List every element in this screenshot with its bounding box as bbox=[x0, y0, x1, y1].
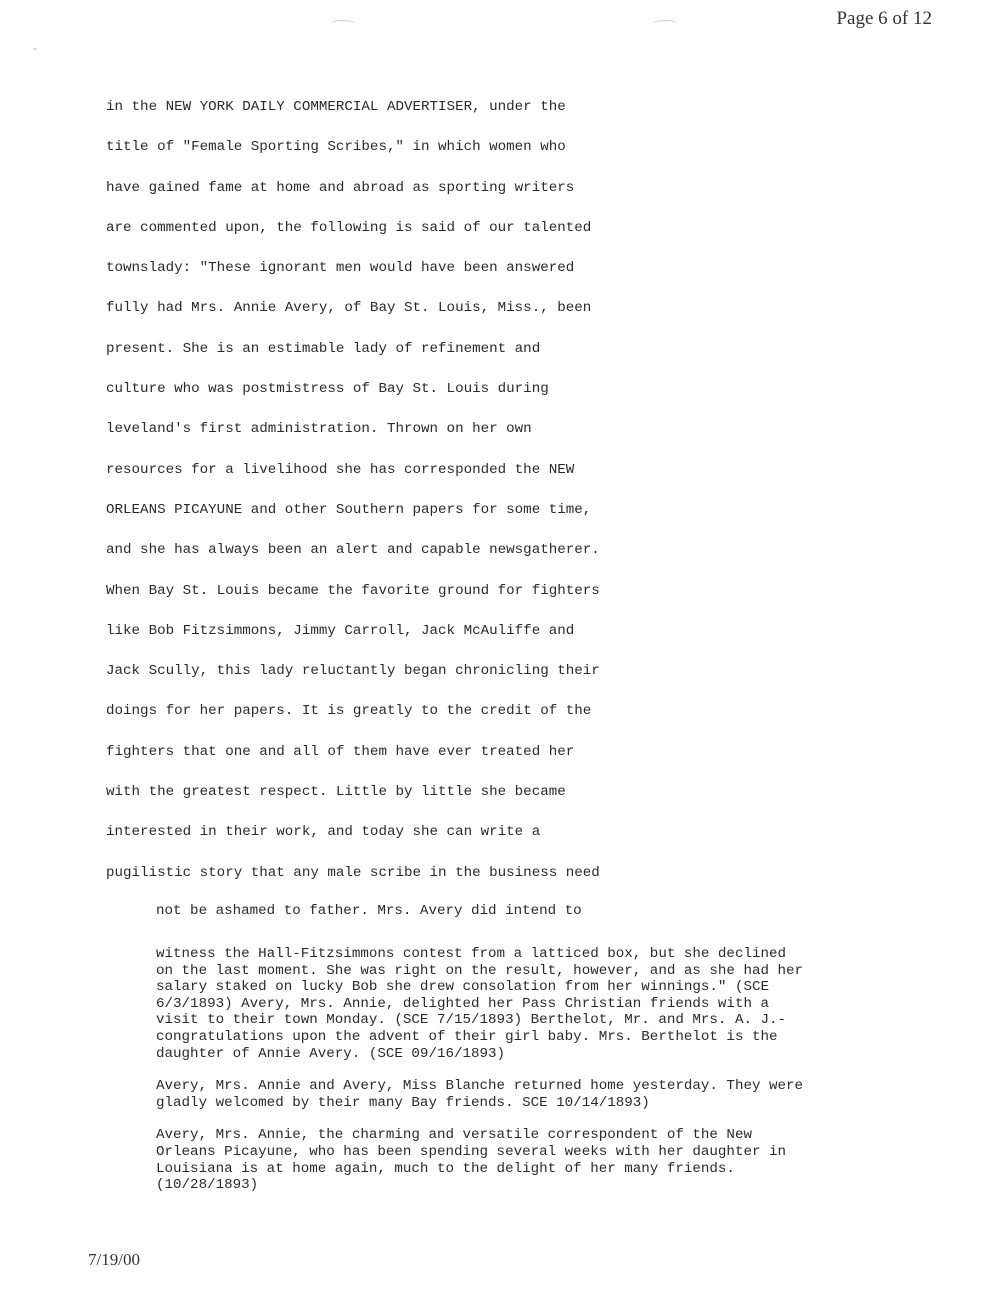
text-line: pugilistic story that any male scribe in the business need bbox=[106, 864, 600, 881]
text-line: fully had Mrs. Annie Avery, of Bay St. Louis, Miss., been bbox=[106, 300, 592, 317]
scan-mark bbox=[652, 20, 678, 29]
scan-mark bbox=[330, 20, 356, 29]
text-line: interested in their work, and today she can write a bbox=[106, 824, 541, 841]
text-line: ORLEANS PICAYUNE and other Southern papers for some time, bbox=[106, 501, 592, 518]
text-line: culture who was postmistress of Bay St. Louis during bbox=[106, 381, 549, 398]
scan-speck bbox=[34, 48, 36, 50]
text-line: have gained fame at home and abroad as sporting writers bbox=[106, 179, 575, 196]
text-line: leveland's first administration. Thrown on her own bbox=[106, 421, 532, 438]
note-paragraph: Avery, Mrs. Annie and Avery, Miss Blanche returned home yesterday. They were gladly welcomed by their many Bay friends. SCE 10/14/1893) bbox=[156, 1078, 804, 1111]
indented-text-line: not be ashamed to father. Mrs. Avery did intend to bbox=[156, 903, 582, 919]
notes-section bbox=[156, 946, 946, 1210]
text-line: present. She is an estimable lady of refinement and bbox=[106, 340, 541, 357]
text-line: title of "Female Sporting Scribes," in which women who bbox=[106, 139, 566, 156]
note-paragraph: Avery, Mrs. Annie, the charming and versatile correspondent of the New Orleans Picayune, who has been spending several weeks with her daughter in Louisiana is at home again, much to the delight of her many friends. (10/28/1893) bbox=[156, 1127, 787, 1194]
text-line: and she has always been an alert and capable newsgatherer. bbox=[106, 542, 600, 559]
footer-date: 7/19/00 bbox=[88, 1250, 140, 1269]
page-indicator: Page 6 of 12 bbox=[836, 8, 932, 29]
text-line: like Bob Fitzsimmons, Jimmy Carroll, Jack McAuliffe and bbox=[106, 622, 575, 639]
text-line: fighters that one and all of them have ever treated her bbox=[106, 743, 575, 760]
text-line: in the NEW YORK DAILY COMMERCIAL ADVERTISER, under the bbox=[106, 99, 566, 115]
text-line: Jack Scully, this lady reluctantly began chronicling their bbox=[106, 663, 600, 680]
text-line: resources for a livelihood she has corresponded the NEW bbox=[106, 461, 575, 478]
text-line: are commented upon, the following is said of our talented bbox=[106, 219, 592, 236]
text-line: townslady: "These ignorant men would have been answered bbox=[106, 260, 575, 277]
body-text bbox=[106, 92, 806, 898]
note-paragraph: witness the Hall-Fitzsimmons contest from a latticed box, but she declined on the last moment. She was right on the result, however, and as she had her salary staked on lucky Bob she drew consolation from her winnings." (SCE 6/3/1893) Avery, Mrs. Annie, delighted her Pass Christian friends with a visit to their town Monday. (SCE 7/15/1893) Berthelot, Mr. and Mrs. A. J.- congratulations upon the advent of their girl baby. Mrs. Berthelot is the daughter of Annie Avery. (SCE 09/16/1893) bbox=[156, 946, 804, 1062]
text-line: When Bay St. Louis became the favorite ground for fighters bbox=[106, 582, 600, 599]
text-line: with the greatest respect. Little by little she became bbox=[106, 784, 566, 801]
text-line: doings for her papers. It is greatly to the credit of the bbox=[106, 703, 592, 720]
